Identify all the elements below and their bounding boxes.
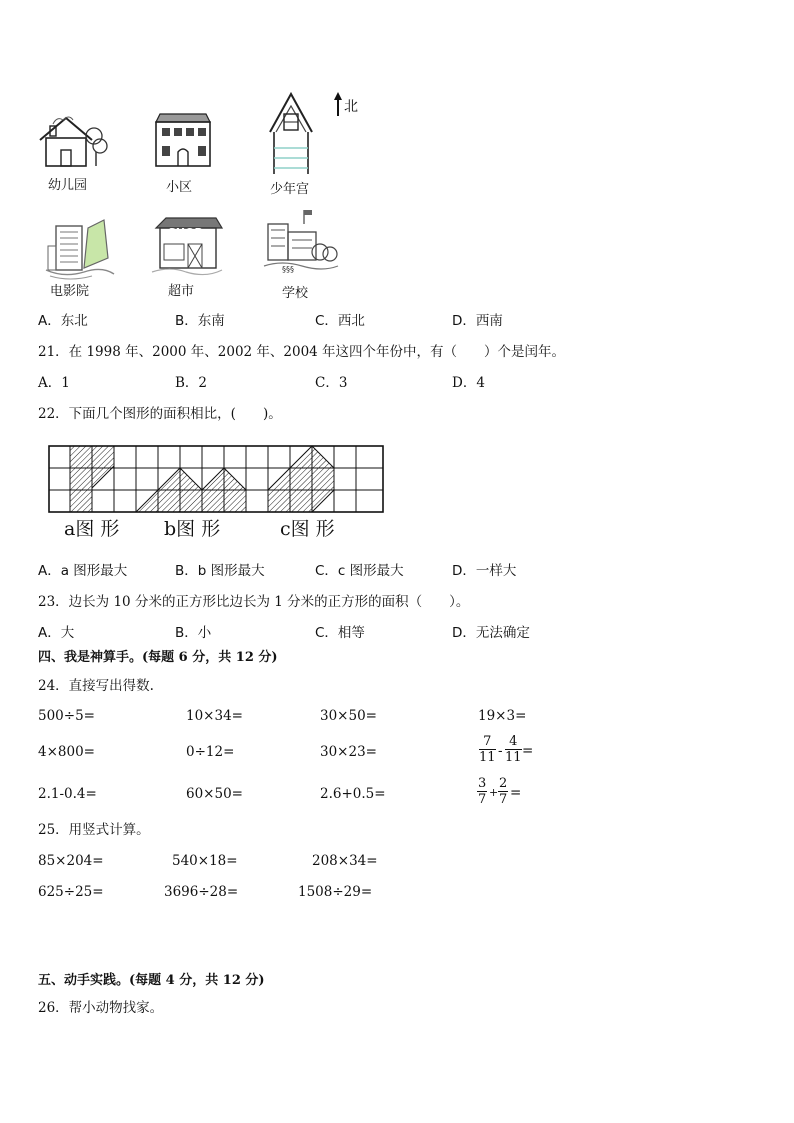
youth-palace-icon [266, 92, 316, 178]
q25-item: 85×204= [38, 853, 104, 869]
q20-option-a[interactable]: A．东北 [38, 313, 88, 329]
fraction: $\frac{4}{11}$ [505, 734, 522, 765]
q24-stem: 24．直接写出得数. [38, 678, 154, 694]
figure-label-b: b图 形 [164, 518, 221, 540]
q24-item: 60×50= [186, 786, 243, 802]
section5-heading: 五、动手实践。(每题 4 分，共 12 分) [38, 973, 265, 988]
q22-stem: 22．下面几个图形的面积相比，( )。 [38, 406, 282, 422]
place-label-kindergarten: 幼儿园 [48, 178, 88, 193]
q24-item: 19×3= [478, 708, 527, 724]
figure-label-c: c图 形 [280, 518, 335, 540]
place-label-residential: 小区 [166, 180, 193, 195]
q25-item: 3696÷28= [164, 884, 239, 900]
shape-c [268, 446, 334, 512]
q24-item: 2.1-0.4= [38, 786, 97, 802]
q21-stem: 21．在 1998 年、2000 年、2002 年、2004 年这四个年份中，有（ ）个是闰年。 [38, 344, 566, 360]
place-label-supermarket: 超市 [168, 284, 195, 299]
q23-option-b[interactable]: B．小 [175, 625, 212, 641]
q24-item: 30×23= [320, 744, 377, 760]
q22-grid-figure [48, 444, 384, 514]
q23-option-d[interactable]: D．无法确定 [452, 625, 530, 641]
q23-option-a[interactable]: A．大 [38, 625, 75, 641]
q25-item: 208×34= [312, 853, 378, 869]
q25-item: 625÷25= [38, 884, 104, 900]
fraction: $\frac{7}{11}$ [479, 734, 496, 765]
cinema-building-icon [44, 218, 116, 278]
q24-item: 2.6+0.5= [320, 786, 386, 802]
place-label-youth-palace: 少年宫 [270, 182, 310, 197]
residential-building-icon [154, 112, 212, 168]
q25-item: 1508÷29= [298, 884, 373, 900]
q21-option-d[interactable]: D．4 [452, 375, 485, 391]
q20-option-d[interactable]: D．西南 [452, 313, 503, 329]
q24-item: 4×800= [38, 744, 95, 760]
svg-text:§§§: §§§ [282, 265, 294, 274]
figure-label-a: a图 形 [64, 518, 120, 540]
q23-stem: 23．边长为 10 分米的正方形比边长为 1 分米的正方形的面积（ ）。 [38, 594, 470, 610]
q21-option-a[interactable]: A．1 [38, 375, 70, 391]
q22-option-a[interactable]: A．a 图形最大 [38, 563, 128, 579]
q20-option-c[interactable]: C．西北 [315, 313, 365, 329]
fraction: $\frac{2}{7}$ [499, 776, 508, 807]
fraction: $\frac{3}{7}$ [478, 776, 487, 807]
school-building-icon [262, 208, 340, 278]
q23-option-c[interactable]: C．相等 [315, 625, 365, 641]
north-label: 北 [344, 99, 358, 115]
q24-item: 0÷12= [186, 744, 235, 760]
kindergarten-icon [36, 104, 106, 170]
shop-sign: SHOP [168, 226, 203, 239]
section4-heading: 四、我是神算手。(每题 6 分，共 12 分) [38, 650, 278, 665]
supermarket-icon [150, 214, 224, 278]
place-label-school: 学校 [282, 286, 309, 301]
q24-item: 30×50= [320, 708, 377, 724]
q25-stem: 25．用竖式计算。 [38, 822, 150, 838]
q21-option-c[interactable]: C．3 [315, 375, 348, 391]
q22-option-d[interactable]: D．一样大 [452, 563, 517, 579]
q25-item: 540×18= [172, 853, 238, 869]
q26-stem: 26．帮小动物找家。 [38, 1000, 164, 1016]
q20-option-b[interactable]: B．东南 [175, 313, 225, 329]
q21-option-b[interactable]: B．2 [175, 375, 208, 391]
place-label-cinema: 电影院 [50, 284, 90, 299]
q22-option-c[interactable]: C．c 图形最大 [315, 563, 404, 579]
q24-item: 10×34= [186, 708, 243, 724]
q24-item: 500÷5= [38, 708, 95, 724]
q22-option-b[interactable]: B．b 图形最大 [175, 563, 265, 579]
